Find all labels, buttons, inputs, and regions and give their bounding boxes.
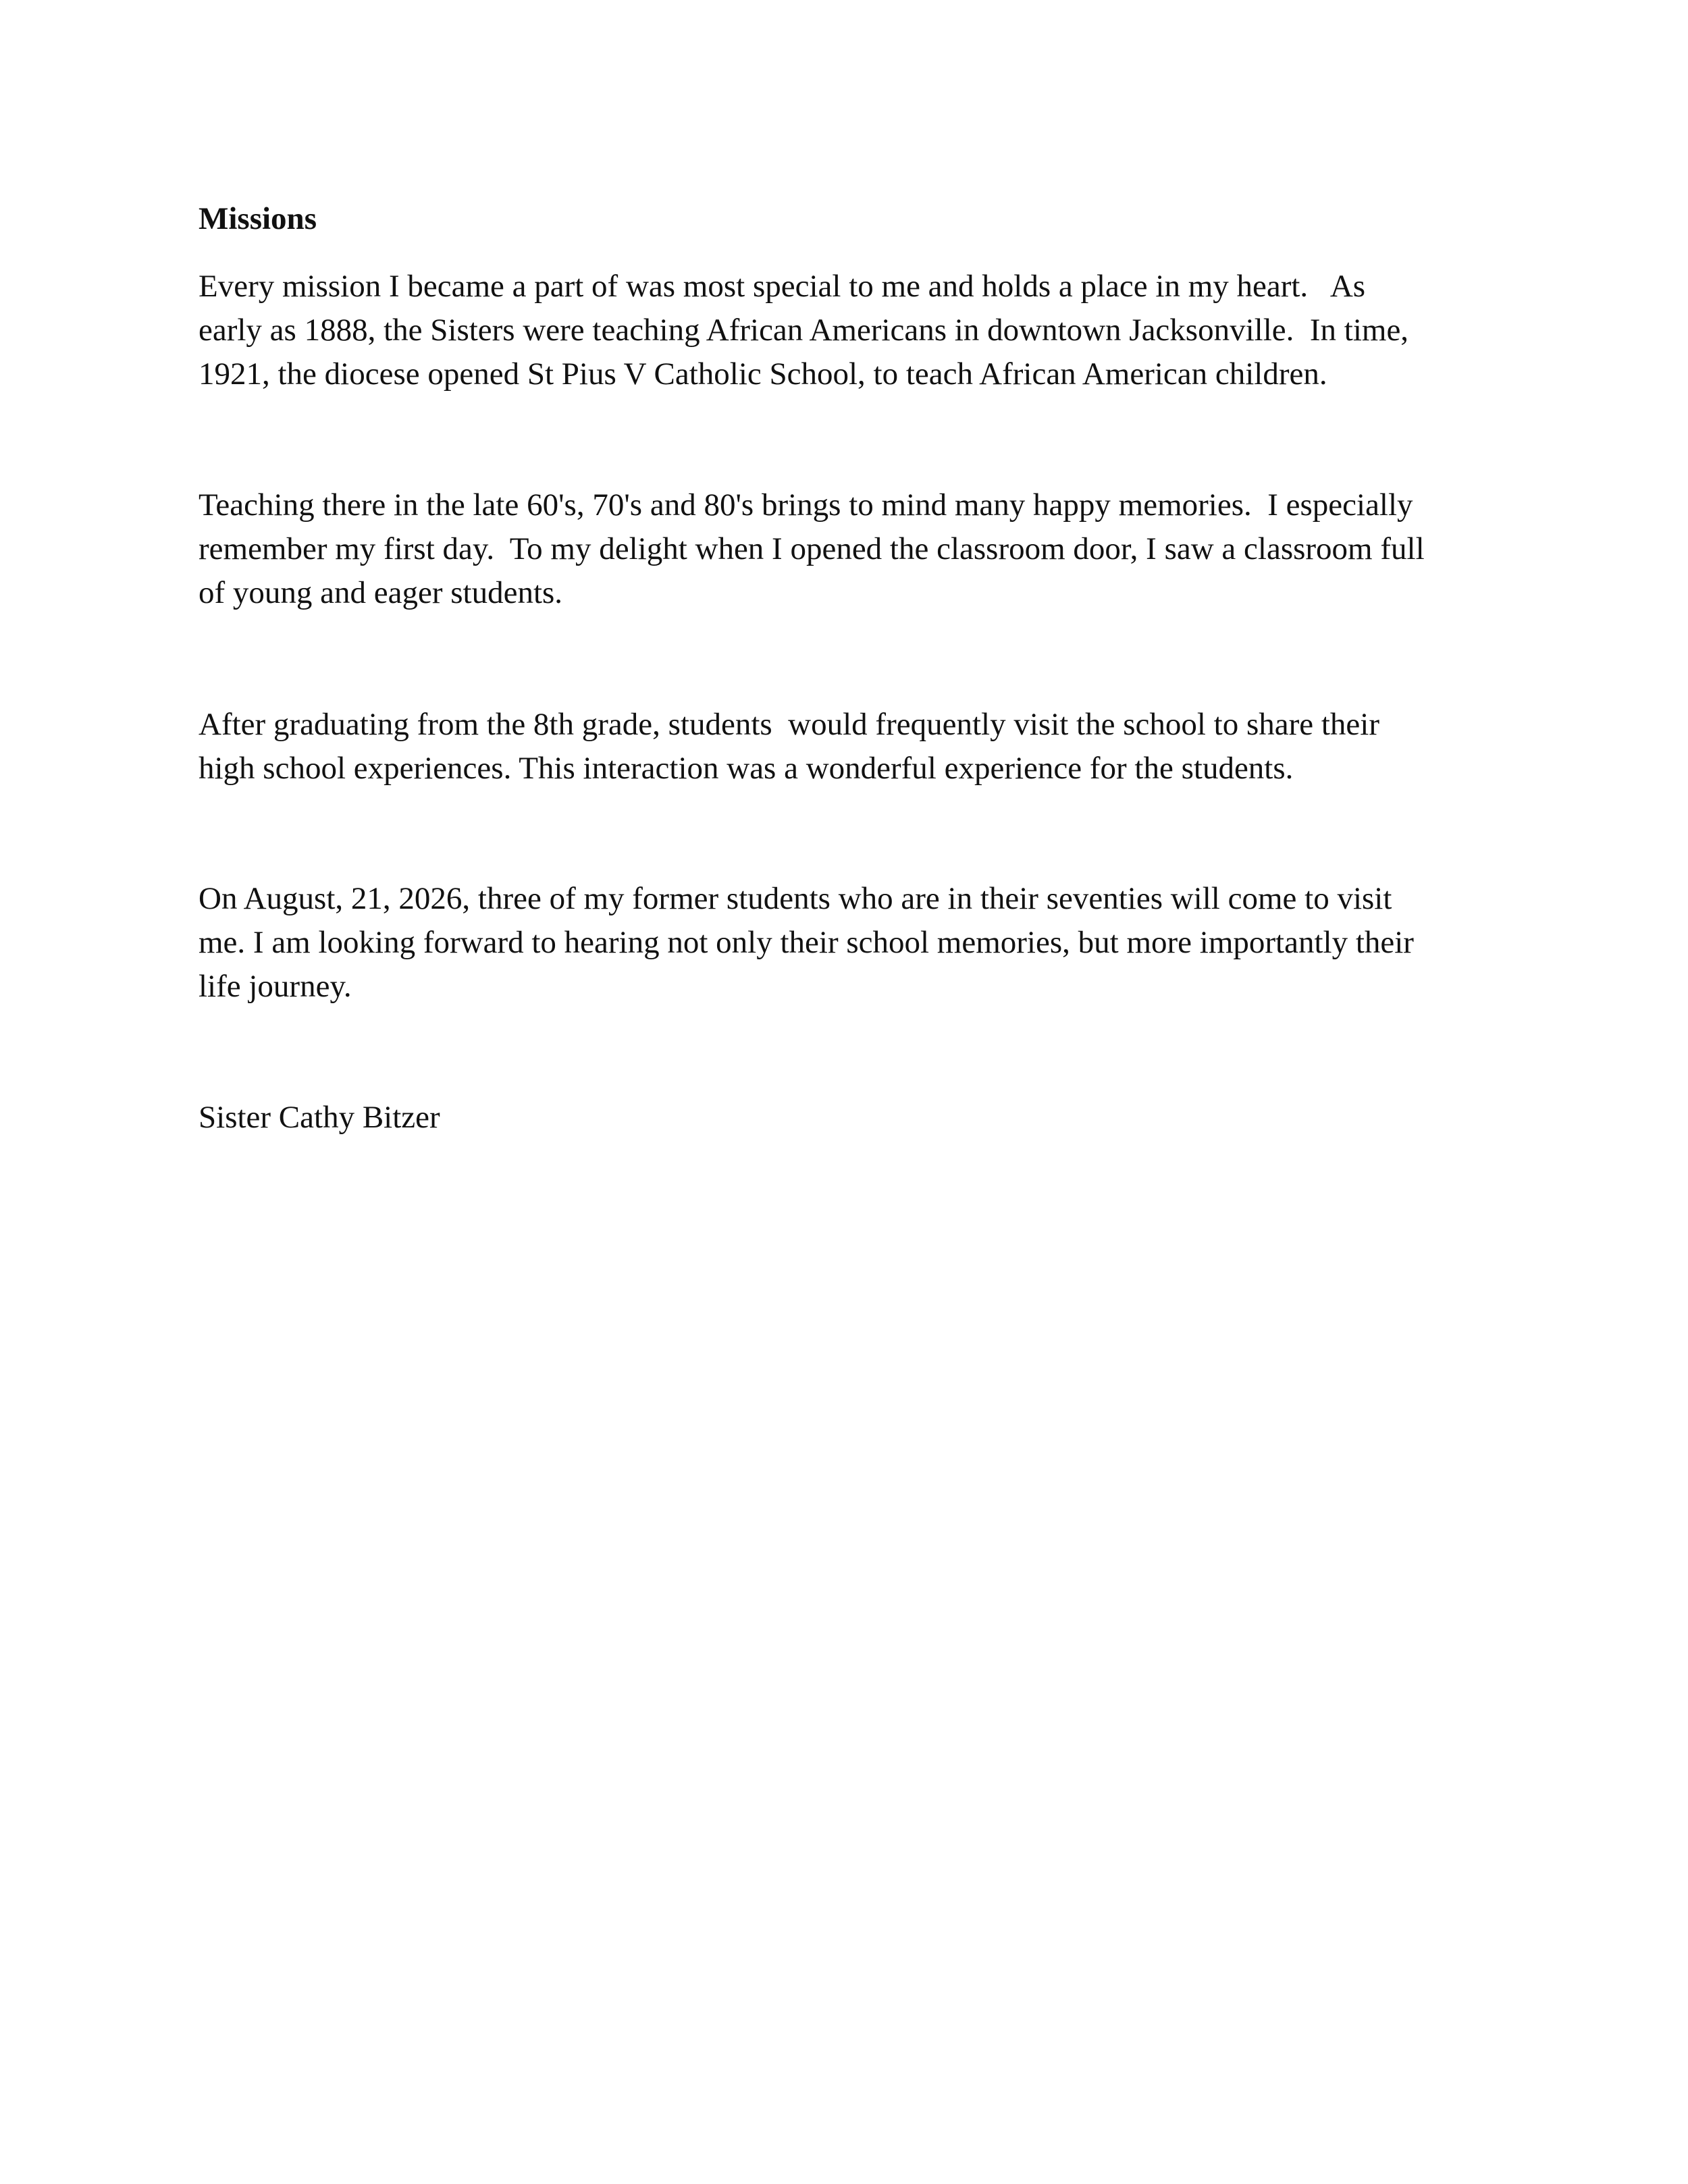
paragraph-3 — [199, 703, 1502, 791]
paragraph-line: me. I am looking forward to hearing not only their school memories, but more importantly their — [199, 925, 1414, 960]
paragraph-4 — [199, 877, 1502, 1009]
paragraph-line: life journey. — [199, 969, 352, 1004]
paragraph-line: remember my first day. To my delight when I opened the classroom door, I saw a classroom full — [199, 531, 1425, 566]
document-title: Missions — [199, 201, 317, 236]
signature: Sister Cathy Bitzer — [199, 1100, 440, 1135]
document-body — [199, 197, 1502, 1140]
paragraph-line: of young and eager students. — [199, 575, 563, 610]
paragraph-line: 1921, the diocese opened St Pius V Catholic School, to teach African American children. — [199, 356, 1327, 392]
paragraph-line: high school experiences. This interaction was a wonderful experience for the students. — [199, 751, 1294, 786]
paragraph-line: After graduating from the 8th grade, students would frequently visit the school to share their — [199, 707, 1380, 742]
paragraph-line: Teaching there in the late 60's, 70's and 80's brings to mind many happy memories. I especially — [199, 487, 1413, 523]
paragraph-line: On August, 21, 2026, three of my former students who are in their seventies will come to visit — [199, 881, 1392, 916]
paragraph-line: Every mission I became a part of was most special to me and holds a place in my heart. As — [199, 269, 1366, 304]
paragraph-line: early as 1888, the Sisters were teaching African Americans in downtown Jacksonville. In time, — [199, 313, 1409, 348]
paragraph-2 — [199, 483, 1502, 615]
paragraph-1 — [199, 265, 1502, 396]
